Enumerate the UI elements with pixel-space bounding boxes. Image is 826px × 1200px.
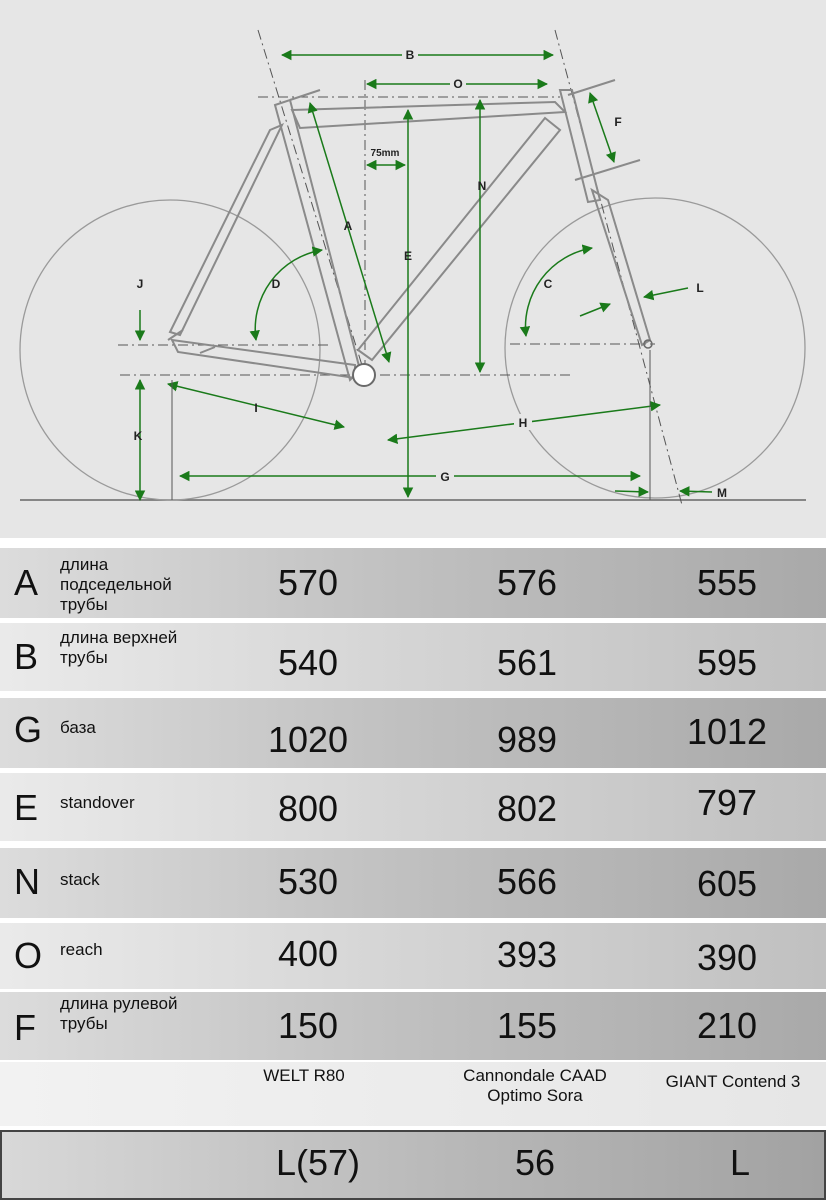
label-l: L [696, 281, 704, 295]
frame-tubes [168, 80, 650, 380]
row-param: длина подседельной трубы [60, 555, 172, 614]
label-o: O [453, 77, 463, 91]
row-letter: N [14, 861, 40, 902]
frame-size-row [0, 1130, 826, 1200]
model-cannondale: Cannondale CAAD Optimo Sora [463, 1066, 607, 1105]
row-param: standover [60, 793, 135, 812]
value-welt: 540 [277, 642, 339, 683]
bottom-bracket [353, 364, 375, 386]
row-letter: G [14, 709, 43, 750]
table-row [0, 548, 826, 618]
table-row [0, 623, 826, 691]
row-param: длина верхней трубы [60, 628, 178, 667]
value-giant: 605 [696, 863, 758, 904]
row-letter: E [14, 787, 39, 828]
frame-drawing [0, 0, 826, 538]
value-cannondale: 576 [496, 562, 558, 603]
value-cannondale: 802 [496, 788, 558, 829]
size-cannondale: 56 [514, 1142, 556, 1183]
size-giant: L [729, 1142, 751, 1183]
bike-geometry-diagram [0, 0, 826, 538]
label-j: J [136, 277, 144, 291]
geometry-table [0, 538, 826, 1200]
label-b: B [405, 48, 415, 62]
value-cannondale: 561 [496, 642, 558, 683]
rear-wheel [20, 200, 320, 500]
value-welt: 150 [277, 1005, 339, 1046]
value-welt: 800 [277, 788, 339, 829]
value-welt: 530 [277, 861, 339, 902]
table-row [0, 848, 826, 918]
dimension-labels [134, 46, 727, 500]
row-param: reach [60, 940, 103, 959]
label-offset: 75mm [370, 148, 400, 159]
label-n: N [477, 179, 487, 193]
row-param: stack [60, 870, 100, 889]
label-f: F [614, 115, 622, 129]
label-m: M [717, 486, 727, 500]
value-giant: 210 [696, 1005, 758, 1046]
row-param: длина рулевой трубы [60, 994, 178, 1033]
value-giant: 390 [696, 937, 758, 978]
model-names-row [0, 1062, 826, 1126]
value-welt: 570 [277, 562, 339, 603]
label-d: D [271, 277, 281, 291]
model-welt: WELT R80 [263, 1066, 345, 1085]
value-giant: 595 [696, 642, 758, 683]
table-row [0, 698, 826, 768]
row-letter: A [14, 562, 39, 603]
value-cannondale: 155 [496, 1005, 558, 1046]
label-a: A [343, 219, 353, 233]
value-cannondale: 989 [496, 719, 558, 760]
label-i: I [254, 401, 258, 415]
row-letter: F [14, 1007, 36, 1048]
value-cannondale: 393 [496, 934, 558, 975]
value-giant: 797 [696, 782, 758, 823]
dimension-arrows [140, 55, 712, 500]
table-row [0, 773, 826, 841]
row-letter: B [14, 636, 39, 677]
value-welt: 400 [277, 933, 339, 974]
table-row [0, 923, 826, 989]
label-g: G [440, 470, 450, 484]
model-giant: GIANT Contend 3 [665, 1072, 801, 1091]
label-h: H [518, 416, 528, 430]
label-c: C [543, 277, 553, 291]
table-row [0, 992, 826, 1060]
row-param: база [60, 718, 96, 737]
value-giant: 555 [696, 562, 758, 603]
label-k: K [133, 429, 143, 443]
value-giant: 1012 [686, 711, 768, 752]
row-letter: O [14, 935, 43, 976]
value-cannondale: 566 [496, 861, 558, 902]
label-e: E [403, 249, 413, 263]
value-welt: 1020 [267, 719, 349, 760]
front-wheel [505, 198, 805, 498]
size-welt: L(57) [275, 1142, 361, 1183]
